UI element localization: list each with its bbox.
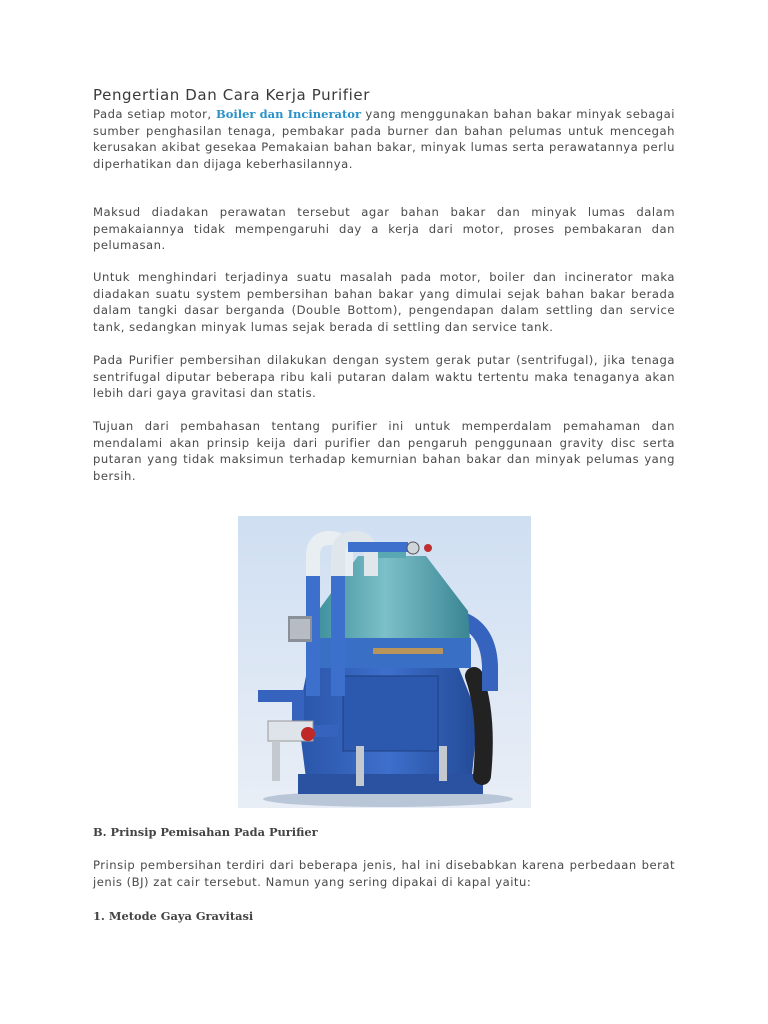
boiler-incinerator-link[interactable]: Boiler dan Incinerator bbox=[215, 107, 361, 121]
intro-text-start: Pada setiap motor, bbox=[93, 107, 216, 121]
paragraph-principle: Prinsip pembersihan terdiri dari beberapa jenis, hal ini disebabkan karena perbedaan berat jenis (BJ) zat cair tersebut. Namun yang sering dipakai di kapal yaitu: bbox=[93, 858, 675, 889]
section-heading-b: B. Prinsip Pemisahan Pada Purifier bbox=[93, 825, 318, 839]
section-heading-1: 1. Metode Gaya Gravitasi bbox=[93, 909, 254, 923]
purifier-machine-photo bbox=[238, 516, 531, 808]
paragraph-cleaning-system: Untuk menghindari terjadinya suatu masalah pada motor, boiler dan incinerator maka diadakan suatu system pembersihan bahan bakar yang dimulai sejak bahan bakar berada dalam tangki dasar berganda (Double Bottom), pengendapan dalam settling dan service tank, sedangkan minyak lumas sejak berada di settling dan service tank. bbox=[93, 270, 675, 334]
paragraph-maintenance: Maksud diadakan perawatan tersebut agar bahan bakar dan minyak lumas dalam pemakaiannya tidak mempengaruhi day a kerja dari motor, proses pembakaran dan pelumasan. bbox=[93, 205, 675, 253]
page-title: Pengertian Dan Cara Kerja Purifier bbox=[93, 86, 370, 104]
paragraph-intro bbox=[93, 106, 675, 172]
intro-text-end: yang menggunakan bahan bakar minyak sebagai sumber penghasilan tenaga, pembakar pada burner dan bahan pelumas untuk mencegah kerusakan akibat gesekaa Pemakaian bahan bakar, minyak lumas serta perawatannya perlu diperhatikan dan dijaga keberhasilannya. bbox=[93, 107, 675, 171]
paragraph-purpose: Tujuan dari pembahasan tentang purifier ini untuk memperdalam pemahaman dan mendalami akan prinsip keija dari purifier dan pengaruh penggunaan gravity disc serta putaran yang tidak maksimun terhadap kemurnian bahan bakar dan minyak pelumas yang bersih. bbox=[93, 419, 675, 483]
paragraph-centrifugal: Pada Purifier pembersihan dilakukan dengan system gerak putar (sentrifugal), jika tenaga sentrifugal diputar beberapa ribu kali putaran dalam waktu tertentu maka tenaganya akan lebih dari gaya gravitasi dan statis. bbox=[93, 353, 675, 401]
